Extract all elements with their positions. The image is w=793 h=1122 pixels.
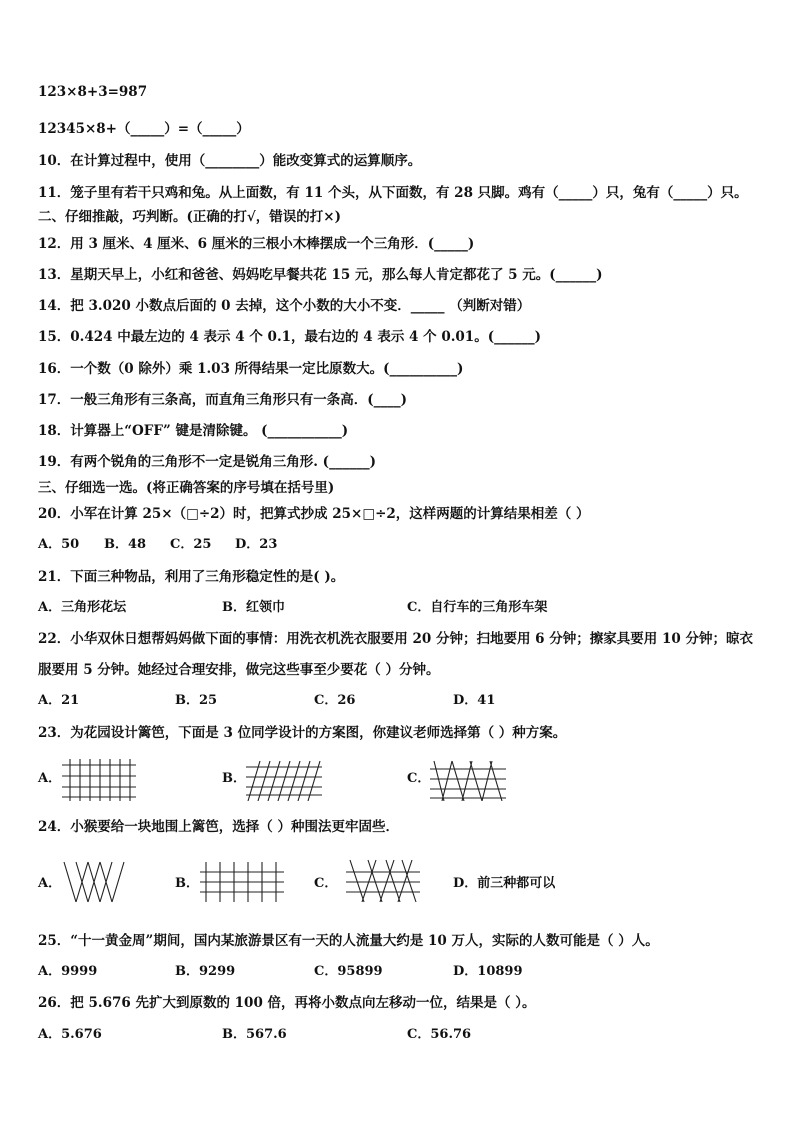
q25-option-a: A．9999 <box>38 964 98 979</box>
question-17: 17．一般三角形有三条高，而直角三角形只有一条高．(____) <box>38 392 408 408</box>
q22-option-d: D．41 <box>453 693 496 708</box>
question-14: 14．把 3.020 小数点后面的 0 去掉，这个小数的大小不变．_____ （判断对错） <box>38 298 531 314</box>
question-18: 18．计算器上“OFF” 键是清除键。 (___________) <box>38 423 349 439</box>
q23-fence-grid-figure <box>62 759 138 801</box>
q24-option-a: A． <box>38 876 62 891</box>
question-16: 16．一个数（0 除外）乘 1.03 所得结果一定比原数大。(__________) <box>38 361 464 377</box>
example-equation-blank: 12345×8+（_____）=（_____） <box>38 121 250 137</box>
q24-zigzag-fence-figure <box>62 860 126 904</box>
q23-option-a: A． <box>38 771 62 786</box>
question-21: 21．下面三种物品，利用了三角形稳定性的是( )。 <box>38 569 345 585</box>
q20-option-b: B．48 <box>104 537 147 552</box>
question-11: 11．笼子里有若干只鸡和兔。从上面数，有 11 个头，从下面数，有 28 只脚。鸡有（_____）只，兔有（_____）只。 <box>38 185 748 201</box>
q25-option-d: D．10899 <box>453 964 523 979</box>
q21-option-a: A．三角形花坛 <box>38 600 127 615</box>
q25-option-c: C．95899 <box>314 964 383 979</box>
q25-option-b: B．9299 <box>175 964 236 979</box>
q24-option-b: B． <box>175 876 199 891</box>
question-12: 12．用 3 厘米、4 厘米、6 厘米的三根小木棒摆成一个三角形．(_____) <box>38 236 475 252</box>
question-20: 20．小军在计算 25×（□÷2）时，把算式抄成 25×□÷2，这样两题的计算结果相差（ ） <box>38 506 590 522</box>
question-10: 10．在计算过程中，使用（________）能改变算式的运算顺序。 <box>38 153 422 169</box>
q26-option-a: A．5.676 <box>38 1027 102 1042</box>
question-13: 13．星期天早上，小红和爸爸、妈妈吃早餐共花 15 元，那么每人肯定都花了 5 元。(______) <box>38 267 603 283</box>
section-3-heading: 三、仔细选一选。(将正确答案的序号填在括号里) <box>38 480 335 496</box>
q22-option-b: B．25 <box>175 693 218 708</box>
question-25: 25．“十一黄金周”期间，国内某旅游景区有一天的人流量大约是 10 万人，实际的人数可能是（ ）人。 <box>38 933 659 949</box>
question-23: 23．为花园设计篱笆，下面是 3 位同学设计的方案图，你建议老师选择第（ ）种方案。 <box>38 725 567 741</box>
q20-option-d: D．23 <box>235 537 278 552</box>
example-equation: 123×8+3=987 <box>38 84 148 100</box>
section-2-heading: 二、仔细推敲，巧判断。(正确的打√，错误的打×) <box>38 209 341 225</box>
question-26: 26．把 5.676 先扩大到原数的 100 倍，再将小数点向左移动一位，结果是（ ）。 <box>38 995 536 1011</box>
q23-fence-crossed-figure <box>430 759 506 801</box>
q21-option-c: C．自行车的三角形车架 <box>407 600 548 615</box>
question-22-line-2: 服要用 5 分钟。她经过合理安排，做完这些事至少要花（ ）分钟。 <box>38 662 440 678</box>
q24-option-c: C． <box>314 876 338 891</box>
q20-option-c: C．25 <box>170 537 212 552</box>
q22-option-a: A．21 <box>38 693 80 708</box>
q20-option-a: A．50 <box>38 537 80 552</box>
question-19: 19．有两个锐角的三角形不一定是锐角三角形. (______) <box>38 454 376 470</box>
q23-option-c: C． <box>407 771 431 786</box>
q24-diagonal-fence-figure <box>346 858 422 904</box>
q23-fence-slanted-figure <box>246 759 324 801</box>
q23-option-b: B． <box>222 771 246 786</box>
q24-option-d: D．前三种都可以 <box>453 876 556 891</box>
question-24: 24．小猴要给一块地围上篱笆，选择（ ）种围法更牢固些． <box>38 819 399 835</box>
question-22-line-1: 22．小华双休日想帮妈妈做下面的事情：用洗衣机洗衣服要用 20 分钟；扫地要用 6 分钟；擦家具要用 10 分钟；晾衣 <box>38 631 753 647</box>
q22-option-c: C．26 <box>314 693 356 708</box>
q26-option-b: B．567.6 <box>222 1027 287 1042</box>
q24-square-fence-figure <box>200 860 286 904</box>
q21-option-b: B．红领巾 <box>222 600 285 615</box>
question-15: 15．0.424 中最左边的 4 表示 4 个 0.1，最右边的 4 表示 4 个 0.01。(______) <box>38 329 541 345</box>
q26-option-c: C．56.76 <box>407 1027 472 1042</box>
